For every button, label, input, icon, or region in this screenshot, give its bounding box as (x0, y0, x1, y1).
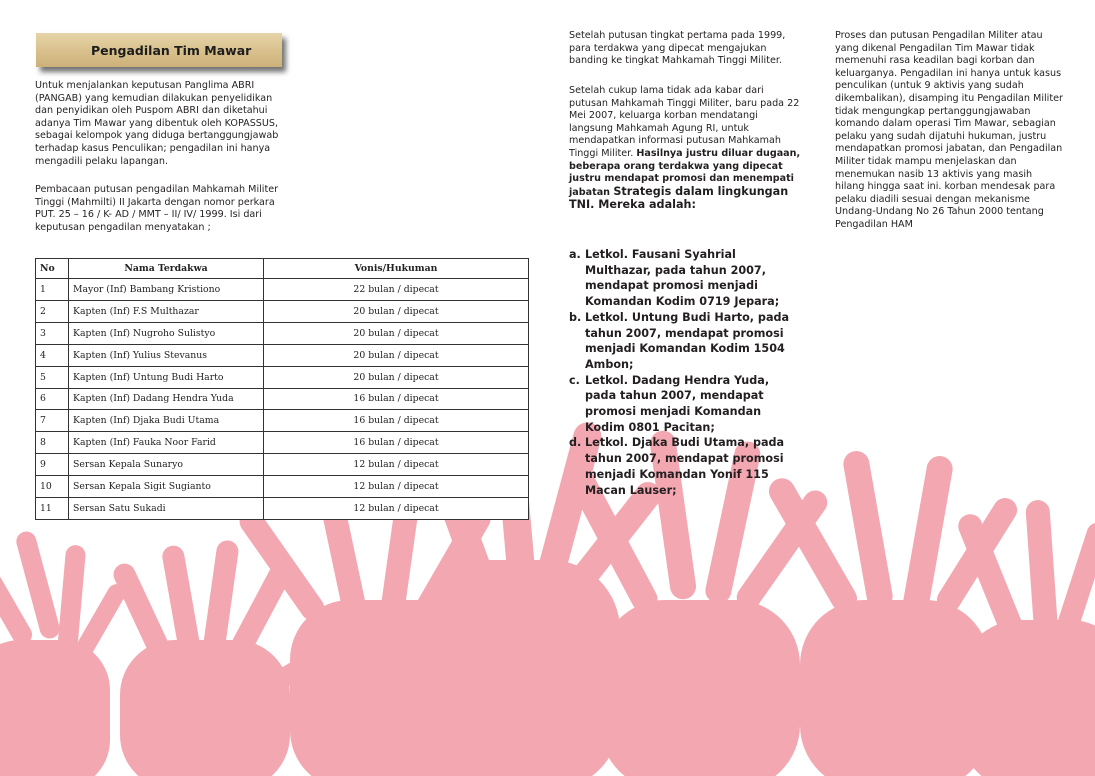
table-row (36, 366, 529, 388)
column-header-verdict: Vonis/Hukuman (264, 259, 529, 279)
table-row (36, 432, 529, 454)
cell-no: 6 (36, 388, 69, 410)
cell-name: Mayor (Inf) Bambang Kristiono (69, 279, 264, 301)
verdict-table (35, 258, 529, 520)
cell-no: 9 (36, 454, 69, 476)
table-row (36, 388, 529, 410)
middle-paragraph-2-emphasis: Strategis dalam lingkungan TNI. Mereka adalah: (569, 184, 789, 212)
cell-name: Kapten (Inf) Untung Budi Harto (69, 366, 264, 388)
cell-name: Kapten (Inf) Yulius Stevanus (69, 344, 264, 366)
list-item-text: Letkol. Djaka Budi Utama, pada tahun 2007, mendapat promosi menjadi Komandan Yonif 115 Macan Lauser; (585, 436, 785, 497)
list-item-text: Letkol. Untung Budi Harto, pada tahun 2007, mendapat promosi menjadi Komandan Kodim 1504 Ambon; (585, 310, 790, 371)
table-row (36, 279, 529, 301)
cell-name: Kapten (Inf) Djaka Budi Utama (69, 410, 264, 432)
cell-verdict: 16 bulan / dipecat (264, 432, 529, 454)
cell-no: 10 (36, 476, 69, 498)
table-body (36, 279, 529, 520)
list-item (569, 435, 804, 498)
hand-print-1 (0, 529, 129, 776)
cell-name: Sersan Kepala Sunaryo (69, 454, 264, 476)
right-paragraph: Proses dan putusan Pengadilan Militer atau yang dikenal Pengadilan Tim Mawar tidak memenuhi rasa keadilan bagi korban dan keluarganya. Pengadilan ini hanya untuk kasus penculikan (untuk 9 aktivis yang sudah dikembalikan), disamping itu Pengadilan Militer tidak mengungkap pertanggungjawaban komando dalam operasi Tim Mawar, sebagian pelaku yang sudah dijatuhi hukuman, justru mendapatkan promosi jabatan, dan Pengadilan Militer tidak mampu menjelaskan dan menemukan nasib 13 aktivis yang masih hilang hingga saat ini. korban mendesak para pelaku diadili sesuai dengan mekanisme Undang-Undang No 26 Tahun 2000 tentang Pengadilan HAM (835, 30, 1063, 230)
cell-name: Sersan Kepala Sigit Sugianto (69, 476, 264, 498)
table-row (36, 498, 529, 520)
cell-verdict: 22 bulan / dipecat (264, 279, 529, 301)
column-header-no: No (36, 259, 69, 279)
left-paragraph-2: Pembacaan putusan pengadilan Mahkamah Militer Tinggi (Mahmilti) II Jakarta dengan nomor perkara PUT. 25 – 16 / K- AD / MMT – II/ IV/ 1999. Isi dari keputusan pengadilan menyatakan ; (35, 184, 279, 233)
cell-name: Sersan Satu Sukadi (69, 498, 264, 520)
table-row (36, 454, 529, 476)
list-item (569, 310, 804, 373)
cell-no: 7 (36, 410, 69, 432)
middle-paragraph-2-normal: Setelah cukup lama tidak ada kabar dari putusan Mahkamah Tinggi Militer, baru pada 22 Mei 2007, keluarga korban mendatangi langsung Mahkamah Agung RI, untuk mendapatkan informasi putusan Mahkamah Tinggi Militer. (569, 85, 800, 159)
cell-name: Kapten (Inf) Nugroho Sulistyo (69, 322, 264, 344)
table-row (36, 476, 529, 498)
cell-no: 3 (36, 322, 69, 344)
cell-no: 8 (36, 432, 69, 454)
cell-verdict: 12 bulan / dipecat (264, 454, 529, 476)
column-header-name: Nama Terdakwa (69, 259, 264, 279)
table-row (36, 322, 529, 344)
table-header-row (36, 259, 529, 279)
cell-verdict: 20 bulan / dipecat (264, 300, 529, 322)
list-item (569, 247, 804, 310)
list-item-text: Letkol. Dadang Hendra Yuda, pada tahun 2007, mendapat promosi menjadi Komandan Kodim 0801 Pacitan; (585, 373, 770, 434)
table-row (36, 300, 529, 322)
middle-paragraph-2-bold: Hasilnya justru diluar dugaan, beberapa orang terdakwa yang dipecat justru mendapat promosi dan menempati jabatan (569, 147, 801, 198)
promotion-list (569, 247, 804, 498)
list-marker: b. (569, 310, 582, 324)
middle-paragraph-1: Setelah putusan tingkat pertama pada 1999, para terdakwa yang dipecat mengajukan banding ke tingkat Mahkamah Tinggi Militer. (569, 30, 786, 67)
list-marker: a. (569, 248, 581, 261)
cell-name: Kapten (Inf) F.S Multhazar (69, 300, 264, 322)
list-marker: d. (569, 436, 582, 450)
cell-verdict: 12 bulan / dipecat (264, 476, 529, 498)
middle-paragraph-2 (569, 85, 804, 213)
cell-no: 2 (36, 300, 69, 322)
list-marker: c. (569, 373, 580, 387)
cell-verdict: 16 bulan / dipecat (264, 388, 529, 410)
cell-name: Kapten (Inf) Dadang Hendra Yuda (69, 388, 264, 410)
cell-verdict: 20 bulan / dipecat (264, 366, 529, 388)
cell-no: 5 (36, 366, 69, 388)
table-row (36, 410, 529, 432)
cell-name: Kapten (Inf) Fauka Noor Farid (69, 432, 264, 454)
cell-no: 4 (36, 344, 69, 366)
left-paragraph-1: Untuk menjalankan keputusan Panglima ABRI (PANGAB) yang kemudian dilakukan penyelidikan dan penyidikan oleh Puspom ABRI dan diketahui adanya Tim Mawar yang dibentuk oleh KOPASSUS, sebagai kelompok yang diduga bertanggungjawab terhadap kasus Penculikan; pengadilan ini hanya mengadili pelaku lapangan. (35, 80, 279, 167)
section-title: Pengadilan Tim Mawar (91, 42, 252, 58)
cell-no: 1 (36, 279, 69, 301)
list-item-text: Letkol. Fausani Syahrial Multhazar, pada tahun 2007, mendapat promosi menjadi Komandan Kodim 0719 Jepara; (585, 248, 780, 309)
cell-verdict: 12 bulan / dipecat (264, 498, 529, 520)
section-title-banner (36, 33, 282, 67)
table-row (36, 344, 529, 366)
cell-verdict: 16 bulan / dipecat (264, 410, 529, 432)
list-item (569, 373, 804, 436)
cell-no: 11 (36, 498, 69, 520)
cell-verdict: 20 bulan / dipecat (264, 322, 529, 344)
cell-verdict: 20 bulan / dipecat (264, 344, 529, 366)
